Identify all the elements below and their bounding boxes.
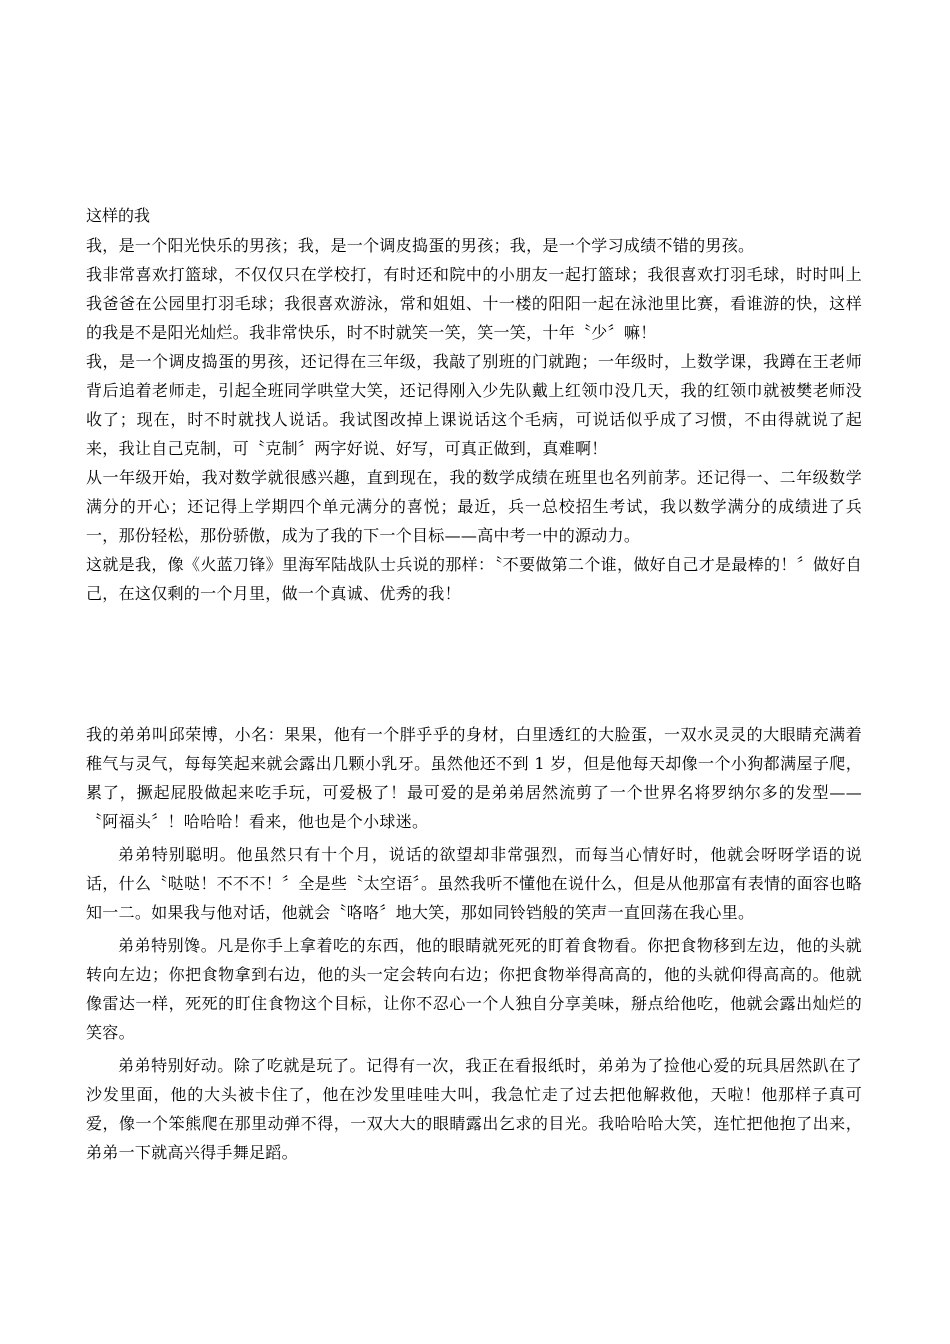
essay-2-paragraph-1: 我的弟弟叫邱荣博，小名：果果，他有一个胖乎乎的身材，白里透红的大脸蛋，一双水灵灵的大眼睛充满着稚气与灵气，每每笑起来就会露出几颗小乳牙。虽然他还不到 1 岁，但是他每天却像一个小狗都满屋子爬，累了，撅起屁股做起来吃手玩，可爱极了！最可爱的是弟弟居然流剪了一个世界名将罗纳尔多的发型——〝阿福头〞！哈哈哈！看来，他也是个小球迷。	[86, 725, 862, 831]
essay-2	[86, 720, 862, 1171]
essay-1-paragraph-2: 我非常喜欢打篮球，不仅仅只在学校打，有时还和院中的小朋友一起打篮球；我很喜欢打羽毛球，时时叫上我爸爸在公园里打羽毛球；我很喜欢游泳，常和姐姐、十一楼的阳阳一起在泳池里比赛，看谁游的快，这样的我是不是阳光灿烂。我非常快乐，时不时就笑一笑，笑一笑，十年〝少〞嘛！	[86, 265, 862, 342]
essay-2-paragraph-2: 弟弟特别聪明。他虽然只有十个月，说话的欲望却非常强烈，而每当心情好时，他就会呀呀学语的说话，什么〝哒哒！不不不！〞全是些〝太空语〞。虽然我听不懂他在说什么，但是从他那富有表情的面容也略知一二。如果我与他对话，他就会〝咯咯〞地大笑，那如同铃铛般的笑声一直回荡在我心里。	[86, 845, 862, 922]
essay-2-paragraph-3: 弟弟特别馋。凡是你手上拿着吃的东西，他的眼睛就死死的盯着食物看。你把食物移到左边，他的头就转向左边；你把食物拿到右边，他的头一定会转向右边；你把食物举得高高的，他的头就仰得高高的。他就像雷达一样，死死的盯住食物这个目标，让你不忍心一个人独自分享美味，掰点给他吃，他就会露出灿烂的笑容。	[86, 936, 862, 1042]
essay-1-paragraph-5: 这就是我，像《火蓝刀锋》里海军陆战队士兵说的那样：〝不要做第二个谁，做好自己才是最棒的！〞做好自己，在这仅剩的一个月里，做一个真诚、优秀的我！	[86, 555, 862, 603]
essay-1-paragraph-4: 从一年级开始，我对数学就很感兴趣，直到现在，我的数学成绩在班里也名列前茅。还记得一、二年级数学满分的开心；还记得上学期四个单元满分的喜悦；最近，兵一总校招生考试，我以数学满分的成绩进了兵一，那份轻松，那份骄傲，成为了我的下一个目标——高中考一中的源动力。	[86, 468, 862, 545]
essay-1	[86, 201, 862, 608]
essay-1-paragraph-3: 我，是一个调皮捣蛋的男孩，还记得在三年级，我敲了别班的门就跑；一年级时，上数学课，我蹲在王老师背后追着老师走，引起全班同学哄堂大笑，还记得刚入少先队戴上红领巾没几天，我的红领巾就被樊老师没收了；现在，时不时就找人说话。我试图改掉上课说话这个毛病，可说话似乎成了习惯，不由得就说了起来，我让自己克制，可〝克制〞两字好说、好写，可真正做到，真难啊！	[86, 352, 862, 458]
essay-title: 这样的我	[86, 206, 151, 225]
essay-2-paragraph-4: 弟弟特别好动。除了吃就是玩了。记得有一次，我正在看报纸时，弟弟为了捡他心爱的玩具居然趴在了沙发里面，他的大头被卡住了，他在沙发里哇哇大叫，我急忙走了过去把他解救他，天啦！他那样子真可爱，像一个笨熊爬在那里动弹不得，一双大大的眼睛露出乞求的目光。我哈哈哈大笑，连忙把他抱了出来，弟弟一下就高兴得手舞足蹈。	[86, 1056, 862, 1162]
essay-1-paragraph-1: 我，是一个阳光快乐的男孩；我，是一个调皮捣蛋的男孩；我，是一个学习成绩不错的男孩。	[86, 236, 755, 255]
